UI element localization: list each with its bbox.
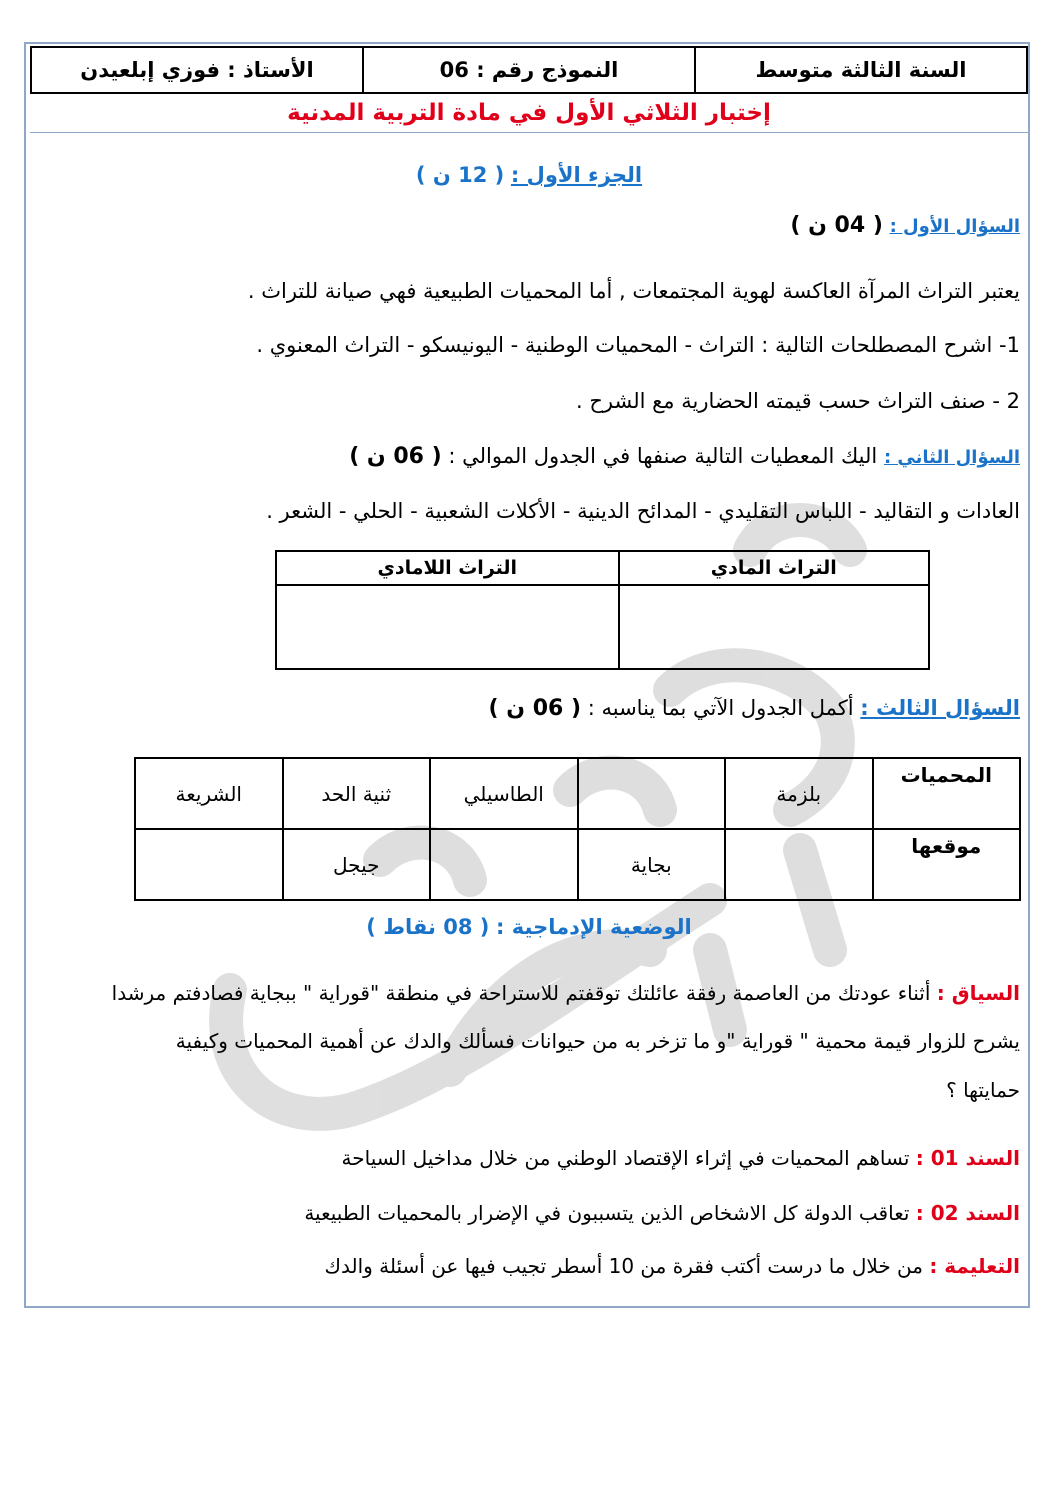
table-cell: الطاسيلي [430, 758, 578, 829]
support-2-text: تعاقب الدولة كل الاشخاص الذين يتسببون في الإضرار بالمحميات الطبيعية [304, 1201, 910, 1225]
q1-label: السؤال الأول : [889, 216, 1020, 237]
context-line-2: يشرح للزوار قيمة محمية " قوراية "و ما تزخر به من حيوانات فسألك والدك عن أهمية المحميات وكيفية [175, 1029, 1020, 1053]
q2-text: اليك المعطيات التالية صنفها في الجدول الموالي : [448, 444, 878, 468]
col-immaterial-heritage: التراث اللامادي [276, 551, 619, 585]
row-head-reserves: المحميات [873, 758, 1021, 829]
context-line-3: حمايتها ؟ [946, 1078, 1020, 1102]
q2-label: السؤال الثاني : [883, 447, 1020, 468]
model-number-cell: النموذج رقم : 06 [362, 48, 694, 92]
instruction-label: التعليمة : [929, 1254, 1020, 1278]
q2-points: ( 06 ن ) [349, 444, 442, 469]
table-cell: ثنية الحد [283, 758, 431, 829]
col-material-heritage: التراث المادي [619, 551, 929, 585]
q3-points: ( 06 ن ) [488, 696, 582, 721]
q1-item-2: 2 - صنف التراث حسب قيمته الحضارية مع الشرح . [576, 389, 1020, 413]
q1-points: ( 04 ن ) [790, 213, 883, 238]
table-cell: جيجل [283, 829, 431, 900]
title-divider [30, 132, 1028, 133]
q3-label: السؤال الثالث : [860, 696, 1020, 720]
exam-title: إختبار الثلاثي الأول في مادة التربية المدنية [287, 100, 771, 126]
q3-heading [489, 693, 1020, 724]
part1-heading [0, 160, 1058, 190]
reserves-table [134, 757, 1021, 901]
q2-items: العادات و التقاليد - اللباس التقليدي - المدائح الدينية - الأكلات الشعبية - الحلي - الشعر . [266, 499, 1020, 523]
q1-item-1: 1- اشرح المصطلحات التالية : التراث - المحميات الوطنية - اليونيسكو - التراث المعنوي . [256, 333, 1020, 357]
q1-intro: يعتبر التراث المرآة العاكسة لهوية المجتمعات , أما المحميات الطبيعية فهي صيانة للتراث . [247, 279, 1020, 303]
level-cell: السنة الثالثة متوسط [694, 48, 1026, 92]
table-cell [430, 829, 578, 900]
q1-heading [790, 210, 1020, 242]
instruction-text: من خلال ما درست أكتب فقرة من 10 أسطر تجيب فيها عن أسئلة والدك [324, 1254, 923, 1278]
heritage-classification-table [275, 550, 930, 670]
integration-points: ( 08 نقاط ) [366, 915, 490, 939]
integration-title: الوضعية الإدماجية : [496, 915, 692, 939]
support-2-label: السند 02 : [915, 1201, 1020, 1225]
q2-heading [349, 441, 1020, 473]
table-cell [725, 829, 873, 900]
row-head-location: موقعها [873, 829, 1021, 900]
integration-heading [0, 912, 1058, 942]
support-2 [304, 1198, 1020, 1228]
context-line-1 [112, 978, 1020, 1008]
instruction [325, 1251, 1021, 1281]
context-label: السياق : [936, 981, 1020, 1005]
support-1-text: تساهم المحميات في إثراء الإقتصاد الوطني من خلال مداخيل السياحة [341, 1146, 910, 1170]
table-cell [135, 829, 283, 900]
header-table [30, 46, 1028, 94]
support-1 [342, 1143, 1020, 1173]
table-cell: بجاية [578, 829, 726, 900]
table-cell: بلزمة [725, 758, 873, 829]
part1-title: الجزء الأول : [510, 163, 643, 187]
teacher-cell: الأستاذ : فوزي إبلعيدن [80, 58, 314, 82]
part1-points: ( 12 ن ) [415, 163, 505, 187]
immaterial-answer-cell [276, 585, 619, 669]
material-answer-cell [619, 585, 929, 669]
table-cell [578, 758, 726, 829]
table-cell: الشريعة [135, 758, 283, 829]
q3-text: أكمل الجدول الآتي بما يناسبه : [587, 696, 854, 720]
context-text-1: أثناء عودتك من العاصمة رفقة عائلتك توقفتم للاستراحة في منطقة "قوراية " ببجاية فصادفتم مرشدا [111, 981, 931, 1005]
support-1-label: السند 01 : [915, 1146, 1020, 1170]
